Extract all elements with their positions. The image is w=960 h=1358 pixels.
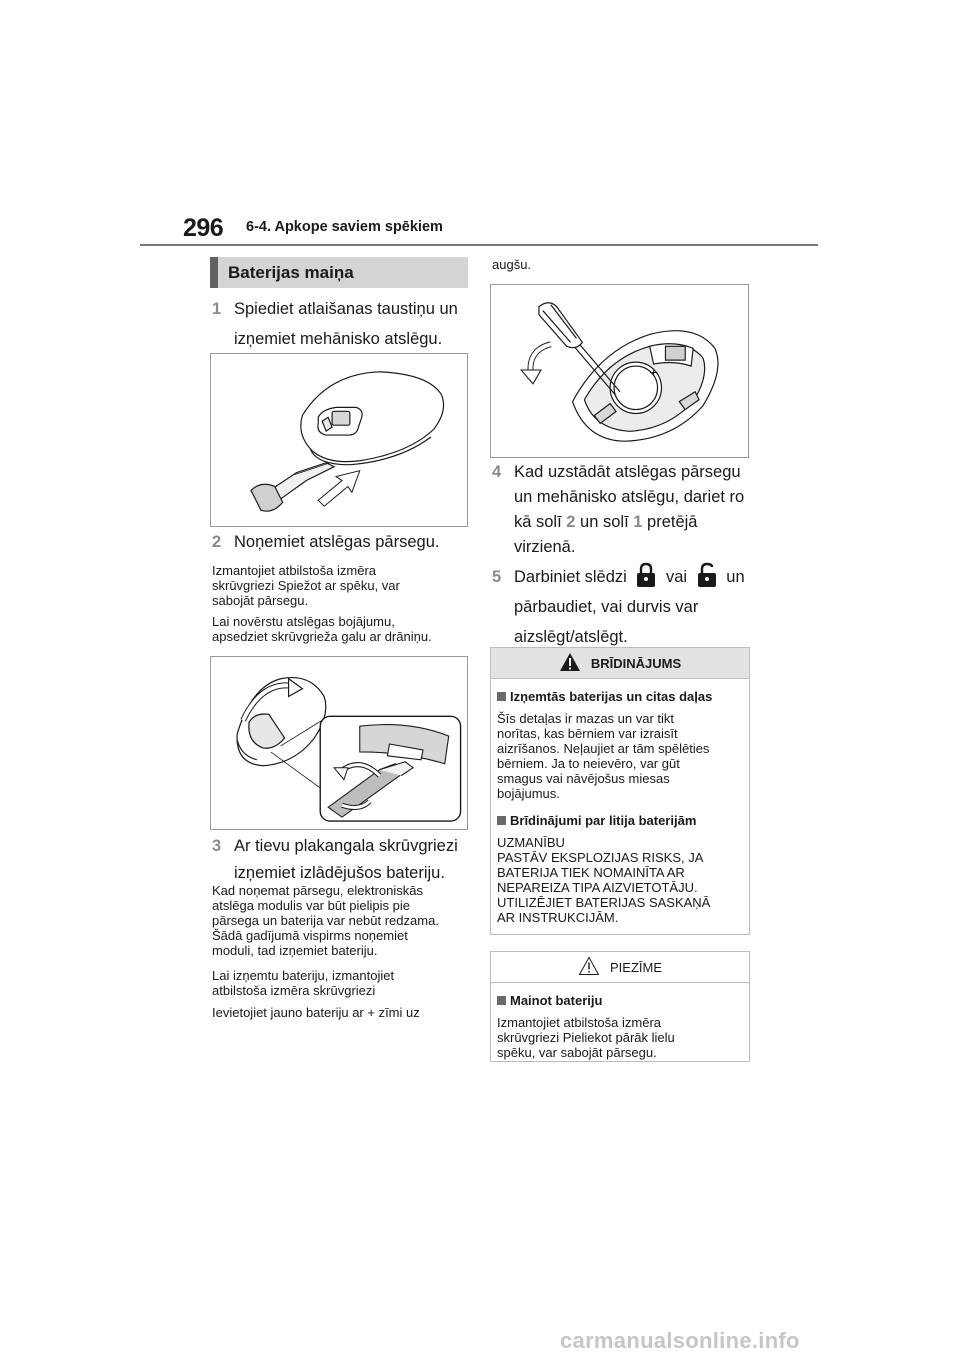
bullet-square-icon [497,692,506,701]
step-ref: 2 [566,513,576,531]
illustration-cover-removal [211,657,467,829]
step-text: Kad uzstādāt atslēgas pārsegu [514,463,741,481]
step-2 [212,530,472,554]
step-text: Darbiniet slēdzi [514,568,627,586]
step-3 [212,834,474,885]
step-number: 1 [212,300,222,318]
illustration-key-fob [211,354,467,526]
warning-box [490,647,750,935]
warning-subheading: Izņemtās baterijas un citas daļas [497,689,743,705]
figure-remove-key-cover [210,656,468,830]
figure-remove-mechanical-key [210,353,468,527]
bullet-square-icon [497,816,506,825]
step-4 [492,461,762,559]
warning-subheading: Brīdinājumi par litija baterijām [497,813,743,829]
caution-triangle-icon [578,956,600,979]
watermark: carmanualsonline.info [560,1328,800,1353]
step-ref: 1 [633,513,643,531]
warning-triangle-icon [559,652,581,675]
step-text: Ar tievu plakangala skrūvgriezi [234,837,458,855]
step-3-note-2: Lai izņemtu bateriju, izmantojiet atbilstoša izmēra skrūvgriezi [212,968,395,998]
step-number: 3 [212,837,222,855]
illustration-battery-removal [491,285,748,457]
step-3-note-1: Kad noņemat pārsegu, elektroniskās atslēga modulis var būt pielipis pie pārsega un baterija var nebūt redzama. Šādā gadījumā vispirms noņemiet moduli, tad izņemiet bateriju. [212,883,439,958]
step-text-with-refs: kā solī 2 un solī 1 pretējā [514,513,698,531]
step-text: izņemiet izlādējušos bateriju. [234,864,445,882]
notice-box [490,951,750,1062]
notice-header [491,952,749,983]
step-3-note-3: Ievietojiet jauno bateriju ar + zīmi uz [212,1005,420,1020]
notice-title: PIEZĪME [609,959,662,975]
step-text: un mehānisko atslēgu, dariet ro [514,488,745,506]
step-number: 4 [492,463,502,481]
step-text: aizslēgt/atslēgt. [514,628,628,646]
running-head: 6-4. Apkope saviem spēkiem [246,219,443,235]
step-text: virzienā. [514,538,576,556]
lock-open-icon [696,562,718,588]
step-text: Noņemiet atslēgas pārsegu. [234,533,440,551]
step-text: Spiediet atlaišanas taustiņu un [234,300,458,318]
warning-text: Šīs detaļas ir mazas un var tikt norītas, kas bērniem var izraisīt aizrīšanos. Neļaujiet ar tām spēlēties bērniem. Ja to neievēro, var gūt smagus vai nāvējošus miesas bojājumus. [497,711,710,801]
warning-header [491,648,749,679]
notice-subheading: Mainot bateriju [497,993,743,1009]
step-text: izņemiet mehānisko atslēgu. [234,330,443,348]
notice-text: Izmantojiet atbilstoša izmēra skrūvgriezi Pieliekot pārāk lielu spēku, var sabojāt pārsegu. [497,1015,675,1060]
step-2-note-2: Lai novērstu atslēgas bojājumu, apsedziet skrūvgrieža galu ar drāniņu. [212,614,432,644]
step-3-note-continued: augšu. [492,257,532,272]
step-text: vai [666,568,688,586]
plus-mark: + [648,364,659,379]
figure-remove-battery [490,284,749,458]
step-text: pārbaudiet, vai durvis var [514,598,699,616]
step-number: 2 [212,533,222,551]
section-title: Baterijas maiņa [210,257,468,288]
page-number: 296 [183,214,224,242]
step-2-note-1: Izmantojiet atbilstoša izmēra skrūvgriezi Spiežot ar spēku, var sabojāt pārsegu. [212,563,400,608]
bullet-square-icon [497,996,506,1005]
lock-closed-icon [635,562,657,588]
step-text: un [726,568,745,586]
step-5 [492,562,762,649]
warning-title: BRĪDINĀJUMS [590,655,682,671]
header-rule [140,244,818,246]
step-1 [212,297,472,351]
warning-text: UZMANĪBU PASTĀV EKSPLOZIJAS RISKS, JA BATERIJA TIEK NOMAINĪTA AR NEPAREIZA TIPA AIZVIETOTĀJU. UTILIZĒJIET BATERIJAS SASKAŅĀ AR INSTRUKCIJĀM. [497,835,711,925]
step-number: 5 [492,568,502,586]
